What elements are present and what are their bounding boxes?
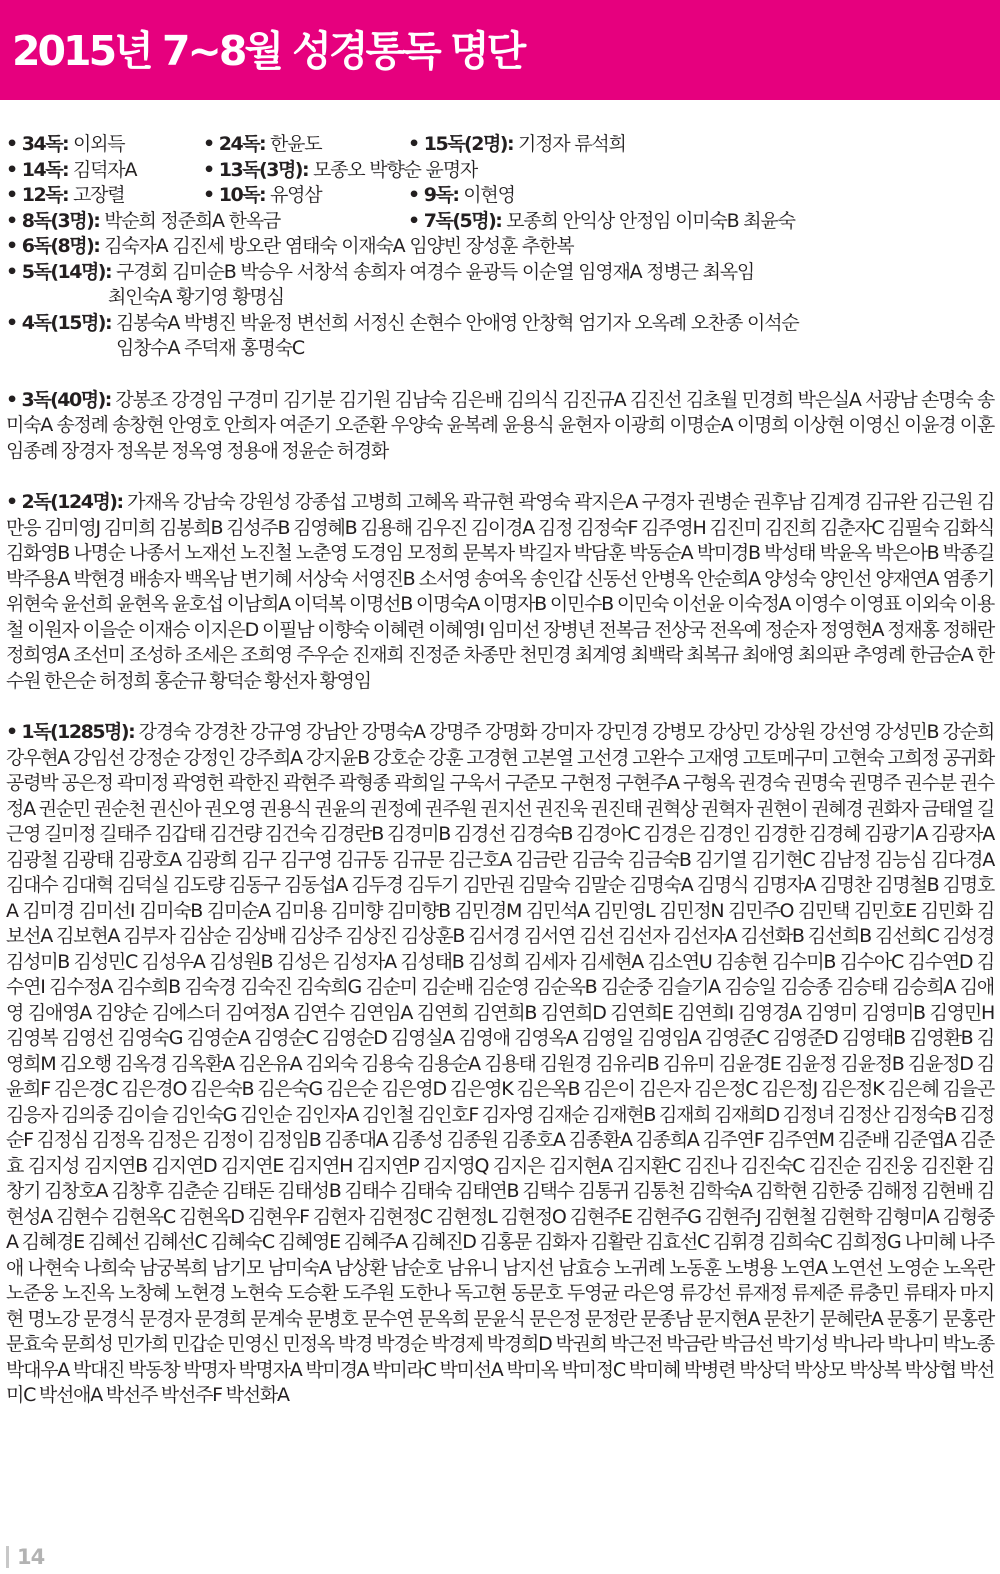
reader-entry xyxy=(6,132,203,158)
page-number: 14 xyxy=(17,1545,45,1569)
reader-entry xyxy=(6,209,408,235)
group-4-continued xyxy=(6,336,994,362)
group-label: • 4독(15명): xyxy=(6,311,112,334)
entry-label: • 14독: xyxy=(6,158,69,181)
footer-divider xyxy=(6,1546,9,1568)
entry-names: 모종희 안익상 안정임 이미숙B 최윤숙 xyxy=(506,209,795,232)
reader-entry xyxy=(6,158,203,184)
entry-label: • 13독(3명): xyxy=(203,158,309,181)
list-row xyxy=(6,209,994,235)
entry-label: • 9독: xyxy=(408,184,459,206)
entry-label: • 10독: xyxy=(203,184,266,206)
group-names: 최인숙A 황기영 황명심 xyxy=(108,286,284,308)
group-1 xyxy=(6,720,994,1409)
entry-names: 고장렬 xyxy=(73,184,125,206)
group-2 xyxy=(6,490,994,694)
list-row xyxy=(6,158,994,184)
entry-label: • 15독(2명): xyxy=(408,133,514,155)
group-5-continued xyxy=(6,285,994,311)
group-label: • 6독(8명): xyxy=(6,235,100,257)
reader-entry xyxy=(408,132,626,158)
group-6 xyxy=(6,234,994,260)
list-row xyxy=(6,183,994,209)
page-footer xyxy=(0,1543,44,1571)
group-names: 강봉조 강경임 구경미 김기분 김기원 김남숙 김은배 김의식 김진규A 김진선 김초월 민경희 박은실A 서광남 손명숙 송미숙A 송정례 송창현 안영호 안희자 여준기 오준환 우양숙 윤복례 윤용식 윤현자 이광희 이명순A 이명희 이상현 이영신 이윤경 이훈 임종례 장경자 정옥분 정옥영 정용애 정윤순 허경화 xyxy=(6,388,995,462)
reader-entry xyxy=(408,209,795,235)
group-names: 김봉숙A 박병진 박윤정 변선희 서정신 손현수 안애영 안창혁 엄기자 오옥례 오찬종 이석순 xyxy=(115,311,799,334)
reader-entry xyxy=(203,132,408,158)
group-names: 강경숙 강경찬 강규영 강남안 강명숙A 강명주 강명화 강미자 강민경 강병모 강상민 강상원 강선영 강성민B 강순희 강우현A 강임선 강정순 강정인 강주희A 강지윤B 강호순 강훈 고경현 고본열 고선경 고완수 고재영 고토메구미 고현숙 고희정 공귀화 공령박 공은정 곽미정 곽영헌 곽한진 곽현주 곽형종 곽희일 구욱서 구준모 구현정 구현주A 구형옥 권경숙 권명숙 권명주 권수분 권수정A 권순민 권순천 권신아 권오영 권용식 권윤의 권정예 권주원 권지선 권진욱 권진태 권혁상 권혁자 권현이 권혜경 권화자 금태열 길근영 길미정 길태주 김갑태 김건량 김건숙 김경란B 김경미B 김경선 김경숙B 김경아C 김경은 김경인 김경한 김경혜 김광기A 김광자A 김광철 김광태 김광호A 김광희 김구 김구영 김규동 김규문 김근호A 김금란 김금숙 김금숙B 김기열 김기현C 김남정 김능심 김다경A 김대수 김대혁 김덕실 김도량 김동구 김동섭A 김두경 김두기 김만권 김말숙 김말순 김명숙A 김명식 김명자A 김명찬 김명철B 김명호A 김미경 김미선I 김미숙B 김미순A 김미용 김미향 김미향B 김민경M 김민석A 김민영L 김민정N 김민주O 김민택 김민호E 김민화 김보선A 김보현A 김부자 김삼순 김상배 김상주 김상진 김상훈B 김서경 김서연 김선 김선자 김선자A 김선화B 김선희B 김선희C 김성경 김성미B 김성민C 김성우A 김성원B 김성은 김성자A 김성태B 김성희 김세자 김세현A 김소연U 김송현 김수미B 김수아C 김수연D 김수연I 김수정A 김수희B 김숙경 김숙진 김숙희G 김순미 김순배 김순영 김순옥B 김순중 김슬기A 김승일 김승종 김승태 김승희A 김애영 김애영A 김양순 김에스더 김여정A 김연수 김연임A 김연희 김연희B 김연희D 김연희E 김연희I 김영경A 김영미 김영미B 김영민H 김영복 김영선 김영숙G 김영순A 김영순C 김영순D 김영실A 김영애 김영옥A 김영일 김영임A 김영준C 김영준D 김영태B 김영환B 김영희M 김오행 김옥경 김옥환A 김온유A 김외숙 김용숙 김용순A 김용태 김원경 김유리B 김유미 김윤경E 김윤정 김윤정B 김윤정D 김윤희F 김은경C 김은경O 김은숙B 김은숙G 김은순 김은영D 김은영K 김은옥B 김은이 김은자 김은정C 김은정J 김은정K 김은혜 김을곤 김응자 김의중 김이슬 김인숙G 김인순 김인자A 김인철 김인호F 김자영 김재순 김재현B 김재희 김재희D 김정녀 김정산 김정숙B 김정순F 김정심 김정옥 김정은 김정이 김정임B 김종대A 김종성 김종원 김종호A 김종환A 김종희A 김주연F 김주연M 김준배 김준엽A 김준효 김지성 김지연B 김지연D 김지연E 김지연H 김지연P 김지영Q 김지은 김지현A 김지환C 김진나 김진숙C 김진순 김진웅 김진환 김창기 김창호A 김창후 김춘순 김태돈 김태성B 김태수 김태숙 김태연B 김택수 김통귀 김통천 김학숙A 김학현 김한중 김해정 김현배 김현성A 김현수 김현옥C 김현옥D 김현우F 김현자 김현정C 김현정L 김현정O 김현주E 김현주G 김현주J 김현철 김현학 김형미A 김형중A 김혜경E 김혜선 김혜선C 김혜숙C 김혜영E 김혜주A 김혜진D 김홍문 김화자 김활란 김효선C 김휘경 김희숙C 김희정G 나미혜 나주애 나현숙 나희숙 남궁복희 남기모 남미숙A 남상환 남순호 남유니 남지선 남효승 노귀례 노동훈 노병용 노연A 노연선 노영순 노옥란 노준웅 노진옥 노창혜 노현경 노현숙 도승환 도주원 도한나 독고현 동문호 두영균 라은영 류강선 류재정 류제준 류충민 류태자 마지현 명노강 문경식 문경자 문경희 문계숙 문병호 문수연 문옥희 문윤식 문은정 문정란 문종남 문지현A 문찬기 문혜란A 문홍기 문홍란 문효숙 문희성 민가희 민갑순 민영신 민정옥 박경 박경순 박경제 박경희D 박권희 박근전 박금란 박금선 박기성 박나라 박나미 박노종 박대우A 박대진 박동창 박명자 박명자A 박미경A 박미라C 박미선A 박미옥 박미정C 박미혜 박병련 박상덕 박상모 박상복 박상협 박선미C 박선애A 박선주 박선주F 박선화A xyxy=(6,721,994,1406)
entry-names: 박순희 정준희A 한옥금 xyxy=(104,209,281,232)
reader-entry xyxy=(203,183,408,209)
entry-names: 모종오 박향순 윤명자 xyxy=(312,158,478,181)
entry-label: • 8독(3명): xyxy=(6,209,100,232)
group-names: 김숙자A 김진세 방오란 염태숙 이재숙A 임양빈 장성훈 추한복 xyxy=(104,235,574,257)
entry-label: • 12독: xyxy=(6,184,69,206)
group-label: • 5독(14명): xyxy=(6,260,112,283)
page-title: 2015년 7~8월 성경통독 명단 xyxy=(12,27,524,75)
entry-names: 김덕자A xyxy=(73,158,137,181)
reader-entry xyxy=(408,183,515,209)
group-names: 구경회 김미순B 박승우 서창석 송희자 여경수 윤광득 이순열 임영재A 정병근 최옥임 xyxy=(115,260,755,283)
reader-entry xyxy=(6,183,203,209)
reading-list xyxy=(6,132,994,1409)
reader-entry xyxy=(203,158,477,184)
entry-names: 이외득 xyxy=(73,133,125,155)
group-3 xyxy=(6,388,994,465)
entry-label: • 24독: xyxy=(203,133,266,155)
entry-names: 유영삼 xyxy=(270,184,322,206)
list-row xyxy=(6,132,994,158)
entry-names: 기정자 류석희 xyxy=(517,133,626,155)
entry-label: • 7독(5명): xyxy=(408,209,502,232)
group-names: 임창수A 주덕재 홍명숙C xyxy=(116,337,304,359)
header-banner xyxy=(0,0,1000,100)
entry-names: 이현영 xyxy=(463,184,515,206)
group-label: • 1독(1285명): xyxy=(6,721,135,743)
entry-names: 한윤도 xyxy=(270,133,322,155)
group-4 xyxy=(6,311,994,337)
group-5 xyxy=(6,260,994,286)
group-names: 가재옥 강남숙 강원성 강종섭 고병희 고혜옥 곽규현 곽영숙 곽지은A 구경자 권병순 권후남 김계경 김규완 김근원 김만응 김미영J 김미희 김봉희B 김성주B 김영혜B 김용해 김우진 김이경A 김정 김정숙F 김주영H 김진미 김진희 김춘자C 김필숙 김화식 김화영B 나명순 나종서 노재선 노진철 노춘영 도경임 모정희 문복자 박길자 박담훈 박동순A 박미경B 박성태 박윤옥 박은아B 박종길 박주용A 박현경 배송자 백옥남 변기혜 서상숙 서영진B 소서영 송여옥 송인갑 신동선 안병옥 안순희A 양성숙 양인선 양재연A 염종기 위현숙 윤선희 윤현옥 윤호섭 이남희A 이덕복 이명선B 이명숙A 이명자B 이민수B 이민숙 이선윤 이숙정A 이영수 이영표 이외숙 이용철 이원자 이을순 이재승 이지은D 이필남 이향숙 이혜련 이혜영I 임미선 장병년 전복금 전상국 전옥예 정순자 정영현A 정재홍 정해란 정희영A 조선미 조성하 조세은 조희영 주우순 진재희 진정준 차종만 천민경 최계영 최백락 최복규 최애영 최의판 추영례 한금순A 한수원 한은순 허정희 홍순규 황덕순 황선자 황영임 xyxy=(6,491,994,692)
group-label: • 2독(124명): xyxy=(6,491,123,513)
entry-label: • 34독: xyxy=(6,133,69,155)
group-label: • 3독(40명): xyxy=(6,388,111,411)
